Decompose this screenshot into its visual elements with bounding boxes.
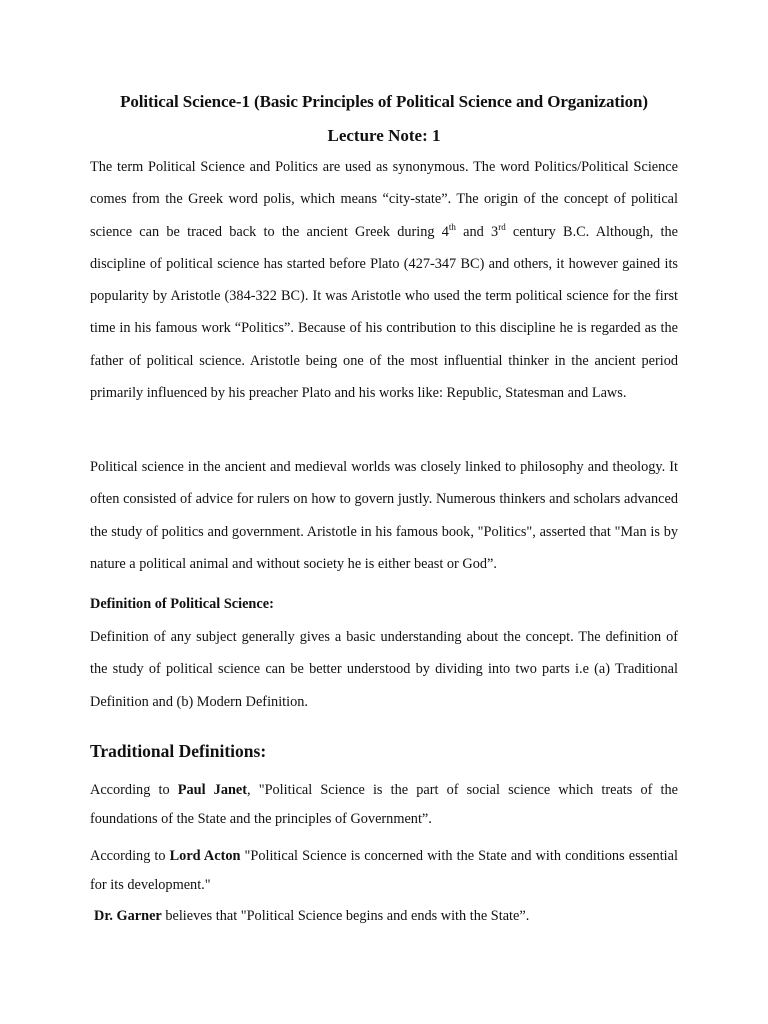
lecture-note-heading: Lecture Note: 1 (327, 126, 441, 145)
quote-text: , "Political Science is the part of social science which treats of the foundations of the State and the principles of Government”. (90, 782, 678, 827)
quote-text: "Political Science is concerned with the State and with conditions essential for its development." (90, 848, 678, 893)
intro-text-3: century B.C. Although, the discipline of political science has started before Plato (427-347 BC) and others, it however gained its popularity by Aristotle (384-322 BC). It was Aristotle who used the term political science for the first time in his famous work “Politics”. Because of his contribution to this discipline he is regarded as the father of political science. Aristotle being one of the most influential thinker in the ancient period primarily influenced by his preacher Plato and his works like: Republic, Statesman and Laws. (90, 223, 678, 402)
traditional-definitions-heading: Traditional Definitions: (90, 741, 267, 761)
quote-text: believes that "Political Science begins and ends with the State”. (161, 908, 530, 924)
superscript-rd: rd (498, 221, 506, 232)
definition-paragraph: Definition of any subject generally gives a basic understanding about the concept. The definition of the study of political science can be better understood by dividing into two parts i.e (a) Traditional Definition and (b) Modern Definition. (90, 629, 678, 710)
quote-author: Paul Janet (177, 782, 248, 798)
quote-author: Dr. Garner (94, 908, 162, 924)
quote-author: Lord Acton (169, 848, 241, 864)
definition-heading: Definition of Political Science: (90, 596, 274, 612)
quote-lord-acton (90, 842, 678, 899)
document-title: Political Science-1 (Basic Principles of Political Science and Organization) (120, 92, 648, 111)
intro-text-1: The term Political Science and Politics are used as synonymous. The word Politics/Political Science comes from the Greek word polis, which means “city-state”. The origin of the concept of political science can be traced back to the ancient Greek during 4 (90, 159, 678, 240)
intro-paragraph (90, 151, 678, 409)
quote-prefix: According to (90, 848, 170, 864)
superscript-th: th (448, 221, 456, 232)
ancient-medieval-paragraph: Political science in the ancient and medieval worlds was closely linked to philosophy and theology. It often consisted of advice for rulers on how to govern justly. Numerous thinkers and scholars advanced the study of politics and government. Aristotle in his famous book, "Politics", asserted that "Man is by nature a political animal and without society he is either beast or God”. (90, 459, 678, 572)
intro-text-2: and 3 (455, 223, 499, 240)
quote-paul-janet (90, 776, 678, 833)
quote-prefix: According to (90, 782, 178, 798)
quote-dr-garner (94, 908, 529, 925)
